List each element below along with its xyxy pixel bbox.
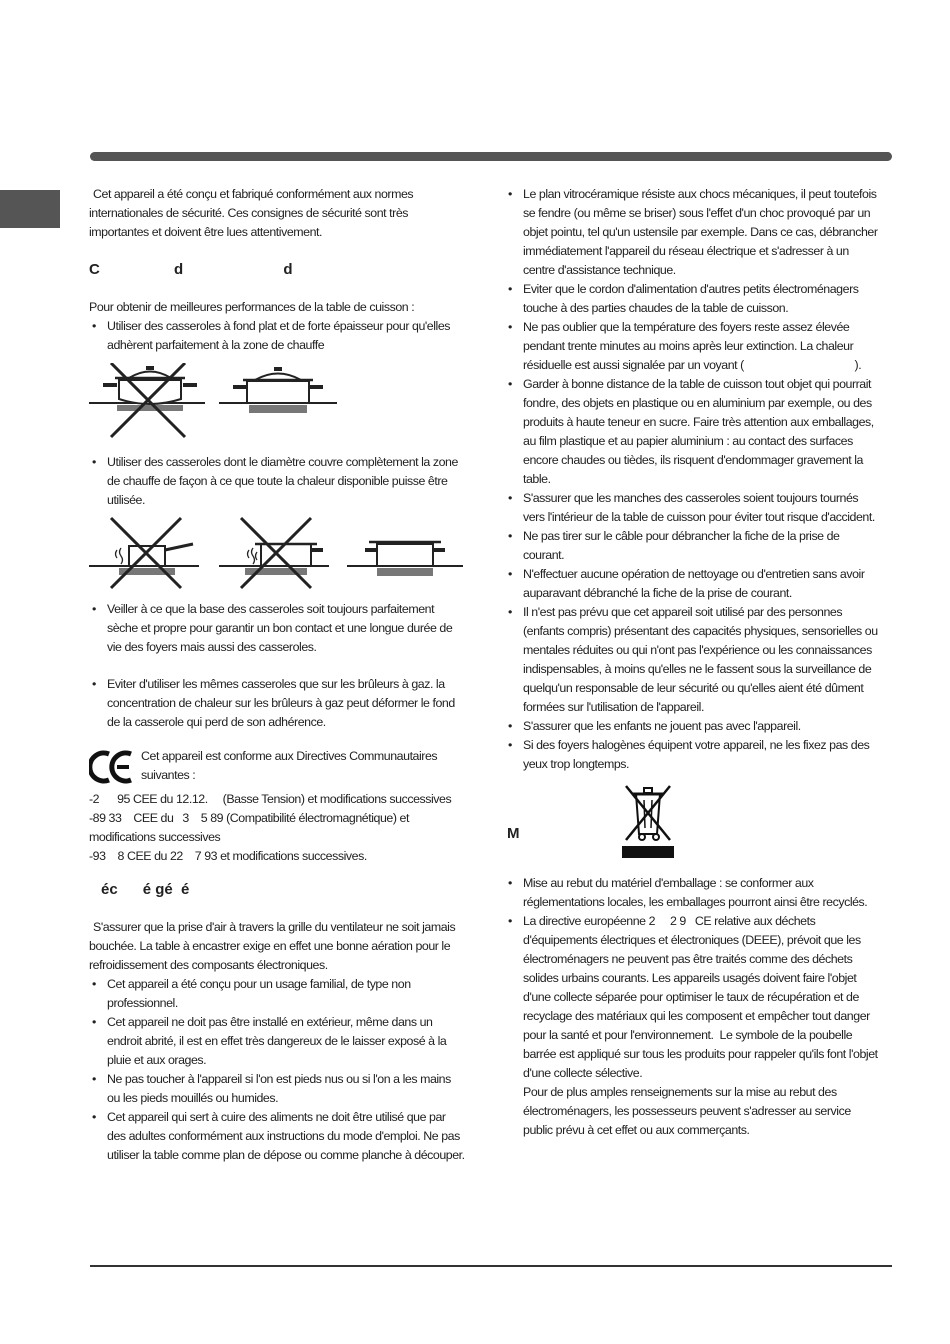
- safety-bullet: • Garder à bonne distance de la table de cuisson tout objet qui pourrait fondre, des objets en plastique ou en aluminium par exemple, ou des produits à haute teneur en sucre. Faire très attention aux emballages, au film plastique et au papier aluminium : au contact des surfaces encore chaudes ou tièdes, ils risquent d'endommager gravement la table.: [505, 375, 880, 489]
- cookware-list-4: [89, 675, 465, 732]
- small-pan-crossed: [89, 518, 199, 588]
- right-column: [505, 185, 880, 1140]
- safety-list: [505, 185, 880, 774]
- footer-rule: [90, 1265, 892, 1267]
- disposal-list: [505, 874, 880, 1083]
- flat-pan-illustration: [89, 363, 359, 441]
- security-bullet: • Cet appareil qui sert à cuire des aliments ne doit être utilisé que par des adultes conformément aux instructions du mode d'emploi. Ne pas utiliser la table comme plan de dépose ou comme planche à découper.: [89, 1108, 465, 1165]
- heading-letter-c: C: [89, 261, 100, 278]
- safety-bullet: • Le plan vitrocéramique résiste aux chocs mécaniques, il peut toutefois se fendre (ou même se briser) sous l'effet d'un choc provoqué par un objet pointu, tel qu'un ustensile par exemple. Dans ce cas, débrancher immédiatement l'appareil du réseau électrique et s'adresser à un centre d'assistance technique.: [505, 185, 880, 280]
- security-intro: S'assurer que la prise d'air à travers la grille du ventilateur ne soit jamais bouchée. La table à encastrer exige en effet une bonne aération pour le refroidissement des composants électroniques.: [89, 920, 456, 972]
- header-bar: [90, 152, 892, 161]
- security-bullet: • Cet appareil ne doit pas être installé en extérieur, même dans un endroit abrité, il est en effet très dangereux de le laisser exposé à la pluie et aux orages.: [89, 1013, 465, 1070]
- safety-bullet: • Il n'est pas prévu que cet appareil soit utilisé par des personnes (enfants compris) présentant des capacités physiques, sensorielles ou mentales réduites ou qui n'ont pas l'expérience ou les connaissances indispensables, à moins qu'elles ne le fassent sous la surveillance de quelqu'un responsable de leur sécurité ou qu'elles aient été dûment formées sur l'utilisation de l'appareil.: [505, 603, 880, 717]
- intro-paragraph: Cet appareil a été conçu et fabriqué conformément aux normes internationales de sécurité. Ces consignes de sécurité sont très importantes et doivent être lues attentivement.: [89, 187, 414, 239]
- bullet-diameter: • Utiliser des casseroles dont le diamètre couvre complètement la zone de chauffe de façon à ce que toute la chaleur disponible puisse être utilisée.: [89, 453, 465, 510]
- crossed-bin-icon: [620, 782, 676, 860]
- cookware-list-1: [89, 317, 465, 355]
- directive-low-voltage: -2 95 CEE du 12.12. (Basse Tension) et modifications successives: [89, 792, 452, 806]
- left-column: [89, 185, 465, 1165]
- pan-diameter-illustration: [89, 516, 465, 592]
- safety-bullet: • S'assurer que les enfants ne jouent pas avec l'appareil.: [505, 717, 880, 736]
- flat-pan-correct: [219, 367, 337, 413]
- safety-bullet: • S'assurer que les manches des casseroles soient toujours tournés vers l'intérieur de la table de cuisson pour éviter tout risque d'accident.: [505, 489, 880, 527]
- safety-bullet: • Ne pas oublier que la température des foyers reste assez élevée pendant trente minutes au moins après leur extinction. La chaleur résiduelle est aussi signalée par un voyant ( ).: [505, 318, 880, 375]
- ce-text: Cet appareil est conforme aux Directives Communautaires suivantes :: [141, 749, 438, 782]
- disposal-heading: M: [507, 825, 520, 842]
- disposal-bullet: • Mise au rebut du matériel d'emballage : se conformer aux réglementations locales, les emballages pourront ainsi être recyclés.: [505, 874, 880, 912]
- heading-letter-d2: d: [283, 261, 293, 278]
- disposal-bullet: • La directive européenne 2 2 9 CE relative aux déchets d'équipements électriques et électroniques (DEEE), prévoit que les électroménagers ne peuvent pas être traités comme des déchets solides urbains courants. Les appareils usagés doivent faire l'objet d'une collecte séparée pour optimiser le taux de récupération et de recyclage des matériaux qui les composent et empêcher tout danger pour la santé et pour l'environnement. Le symbole de la poubelle barrée est appliqué sur tous les produits pour rappeler qu'ils font l'objet d'une collecte sélective.: [505, 912, 880, 1083]
- security-bullet: • Cet appareil a été conçu pour un usage familial, de type non professionnel.: [89, 975, 465, 1013]
- security-bullet: • Ne pas toucher à l'appareil si l'on est pieds nus ou si l'on a les mains ou les pieds mouillés ou humides.: [89, 1070, 465, 1108]
- general-security-heading: éc é gé é: [101, 881, 190, 898]
- cookware-list-2: [89, 453, 465, 510]
- directive-emc: -89 33 CEE du 3 5 89 (Compatibilité électromagnétique) et modifications successives: [89, 811, 412, 844]
- performance-intro: Pour obtenir de meilleures performances de la table de cuisson :: [89, 300, 415, 314]
- safety-bullet: • Si des foyers halogènes équipent votre appareil, ne les fixez pas des yeux trop longtemps.: [505, 736, 880, 774]
- bullet-flat-pans: • Utiliser des casseroles à fond plat et de forte épaisseur pour qu'elles adhèrent parfaitement à la zone de chauffe: [89, 317, 465, 355]
- security-list: [89, 975, 465, 1165]
- cookware-heading: [89, 260, 465, 280]
- safety-bullet: • Ne pas tirer sur le câble pour débrancher la fiche de la prise de courant.: [505, 527, 880, 565]
- disposal-more-info: Pour de plus amples renseignements sur la mise au rebut des électroménagers, les possesseurs peuvent s'adresser au service public prévu à cet effet ou aux commerçants.: [523, 1085, 851, 1137]
- heading-letter-d1: d: [174, 261, 184, 278]
- bullet-clean-base: • Veiller à ce que la base des casseroles soit toujours parfaitement sèche et propre pour garantir un bon contact et une longue durée de vie des foyers mais aussi des casseroles.: [89, 600, 465, 657]
- directive-93: -93 8 CEE du 22 7 93 et modifications successives.: [89, 849, 367, 863]
- section-tab-marker: [0, 190, 60, 228]
- deformed-pan-crossed: [89, 363, 205, 437]
- ce-conformity: [89, 750, 465, 788]
- cookware-list-3: [89, 600, 465, 657]
- safety-bullet: • Eviter que le cordon d'alimentation d'autres petits électroménagers touche à des parties chaudes de la table de cuisson.: [505, 280, 880, 318]
- bullet-gas: • Eviter d'utiliser les mêmes casseroles que sur les brûleurs à gaz. la concentration de chaleur sur les brûleurs à gaz peut déformer le fond de la casserole qui perd de son adhérence.: [89, 675, 465, 732]
- medium-pan-crossed: [219, 518, 329, 588]
- safety-bullet: • N'effectuer aucune opération de nettoyage ou d'entretien sans avoir auparavant débranché la fiche de la prise de courant.: [505, 565, 880, 603]
- correct-size-pan: [347, 542, 463, 576]
- ce-mark-icon: [89, 750, 135, 784]
